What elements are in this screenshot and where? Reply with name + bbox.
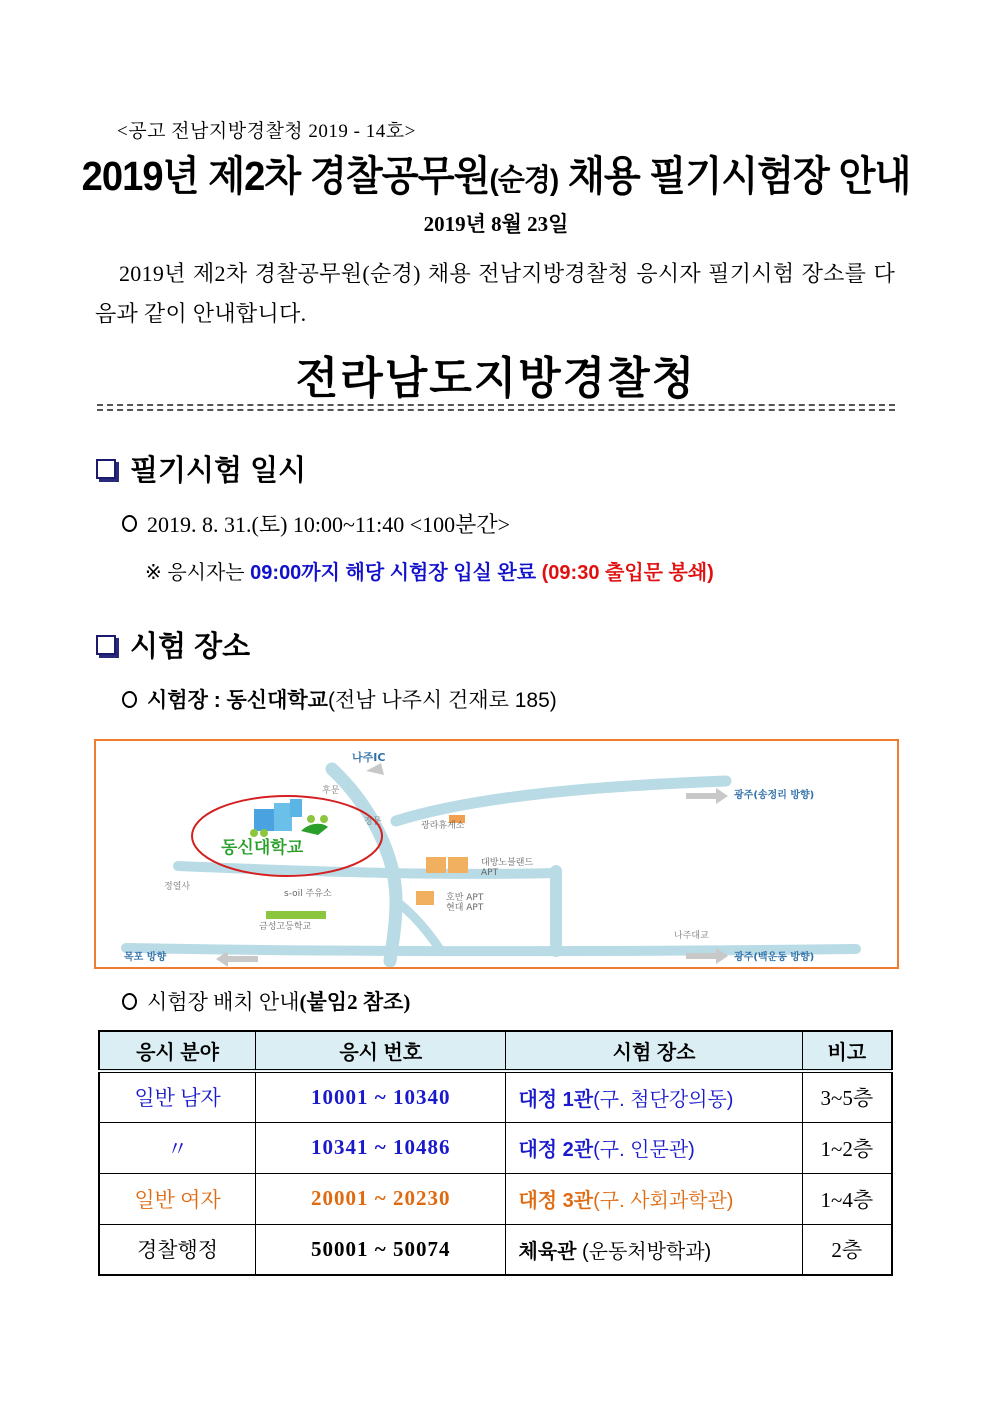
header-number: 응시 번호: [256, 1031, 506, 1071]
cell-range: 10341 ~ 10486: [256, 1122, 506, 1173]
circle-bullet-icon: [122, 993, 137, 1010]
map-label-apt1-line2: APT: [481, 868, 499, 878]
agency-name: 전라남도지방경찰청: [295, 354, 697, 403]
map-label-rest-area: 광라휴게소: [421, 821, 465, 831]
map-label-university: 동신대학교: [221, 838, 304, 858]
cell-floors: 3~5층: [802, 1071, 892, 1122]
note-prefix: ※ 응시자는: [145, 562, 251, 584]
cell-place: [506, 1122, 802, 1173]
map-label-gas-station: s-oil 주유소: [284, 889, 332, 899]
note-gate-close: (09:30 출입문 봉쇄): [541, 562, 714, 584]
cell-building: 대정 2관: [518, 1139, 594, 1161]
cell-field: 〃: [99, 1122, 256, 1173]
map-label-temple: 정열사: [164, 882, 191, 892]
map-label-apt2-line1: 호반 APT: [446, 893, 484, 903]
table-row: [99, 1122, 892, 1173]
double-dashed-divider: [97, 404, 895, 411]
map-label-mokpo: 목포 방향: [124, 952, 167, 963]
allocation-table: [98, 1030, 893, 1276]
map-label-apt1-line1: 대방노블랜드: [481, 858, 534, 868]
map-label-gwangju-south: 광주(백운동 방향): [734, 952, 815, 963]
cell-place: [506, 1224, 802, 1275]
cell-field: 일반 여자: [99, 1173, 256, 1224]
map-label-bridge: 나주대교: [674, 931, 709, 941]
map-label-high-school: 금성고등학교: [259, 922, 312, 932]
venue-name: 시험장 : 동신대학교: [147, 689, 328, 712]
location-map: [94, 739, 899, 969]
cell-range: 20001 ~ 20230: [256, 1173, 506, 1224]
header-field: 응시 분야: [99, 1031, 256, 1071]
intro-paragraph: 2019년 제2차 경찰공무원(순경) 채용 전남지방경찰청 응시자 필기시험 장소를 다음과 같이 안내합니다.: [95, 261, 895, 326]
map-label-apt2-line2: 현대 APT: [446, 903, 484, 913]
cell-building-note: (운동처방학과): [576, 1240, 712, 1263]
title-part-b: 채용 필기시험장 안내: [558, 153, 911, 199]
allocation-ref: (붙임2 참조): [299, 990, 411, 1014]
page-title: [35, 143, 958, 202]
cell-place: [506, 1071, 802, 1122]
cell-building-note: (구. 사회과학관): [593, 1190, 734, 1212]
map-label-gwangju-north: 광주(송정리 방향): [734, 790, 815, 801]
table-row: [99, 1224, 892, 1275]
cell-place: [506, 1173, 802, 1224]
cell-building-note: (구. 인문관): [593, 1139, 695, 1161]
note-arrival-time: 09:00까지 해당 시험장 입실 완료: [250, 562, 537, 584]
cell-floors: 1~4층: [802, 1173, 892, 1224]
section-heading-location: [96, 624, 250, 665]
checkbox-square-icon: [96, 635, 116, 655]
checkbox-square-icon: [96, 459, 116, 479]
allocation-label: 시험장 배치 안내: [147, 990, 300, 1014]
university-building-icon: [250, 799, 328, 837]
cell-range: 10001 ~ 10340: [256, 1071, 506, 1122]
exam-datetime: [122, 508, 510, 539]
notice-date: 2019년 8월 23일: [423, 212, 569, 236]
cell-building: 체육관: [518, 1240, 577, 1263]
cell-floors: 2층: [802, 1224, 892, 1275]
venue-address: (전남 나주시 건재로 185): [327, 689, 557, 712]
cell-range: 50001 ~ 50074: [256, 1224, 506, 1275]
title-part-a: 2019년 제2차 경찰공무원: [81, 153, 490, 199]
cell-field: 일반 남자: [99, 1071, 256, 1122]
section-heading-schedule: [96, 448, 306, 489]
circle-bullet-icon: [122, 691, 137, 708]
map-label-naju-ic: 나주IC: [352, 751, 386, 764]
table-header-row: [99, 1031, 892, 1071]
cell-building-note: (구. 첨단강의동): [593, 1088, 734, 1111]
cell-field: 경찰행정: [99, 1224, 256, 1275]
circle-bullet-icon: [122, 515, 137, 532]
exam-datetime-text: 2019. 8. 31.(토) 10:00~11:40 <100분간>: [147, 512, 511, 537]
section-heading-schedule-text: 필기시험 일시: [130, 455, 307, 487]
allocation-line: [122, 986, 410, 1016]
section-heading-location-text: 시험 장소: [130, 631, 251, 663]
cell-floors: 1~2층: [802, 1122, 892, 1173]
table-row: [99, 1071, 892, 1122]
arrival-note: [145, 556, 714, 585]
notice-number: <공고 전남지방경찰청 2019 - 14호>: [117, 121, 416, 142]
header-place: 시험 장소: [506, 1031, 802, 1071]
header-note: 비고: [802, 1031, 892, 1071]
cell-building: 대정 3관: [518, 1190, 594, 1212]
map-label-main-gate: 정문: [364, 817, 382, 827]
cell-building: 대정 1관: [518, 1088, 594, 1111]
venue-line: [122, 684, 557, 714]
title-paren: (순경): [489, 164, 559, 197]
table-row: [99, 1173, 892, 1224]
map-label-back-gate: 후문: [322, 786, 340, 796]
